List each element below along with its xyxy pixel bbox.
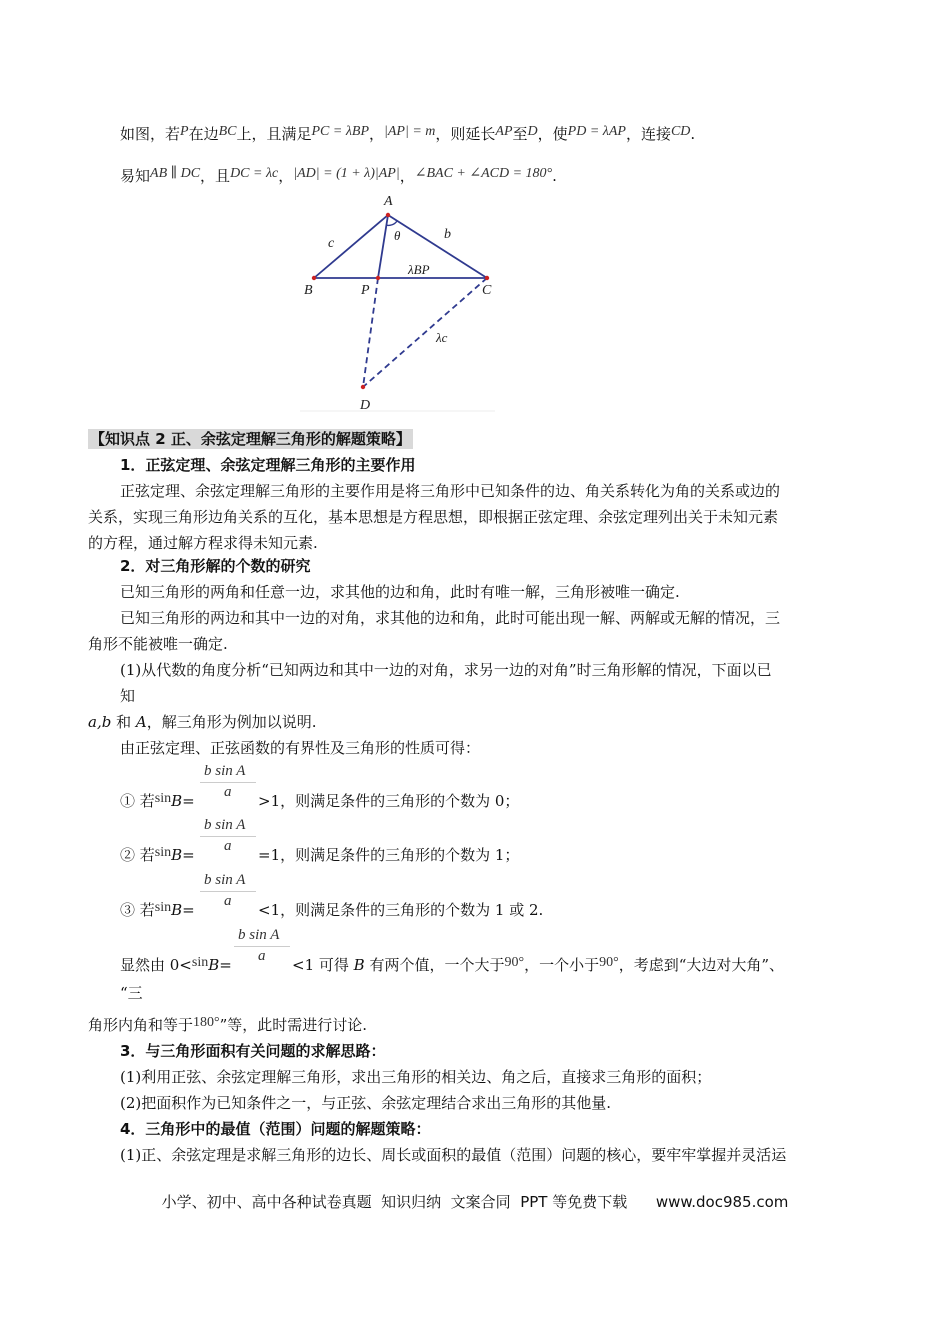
paragraph-3-line-2: 角形不能被唯一确定. xyxy=(88,635,228,653)
triangle-figure xyxy=(290,188,500,414)
text: 有两个值，一个大于 xyxy=(364,956,505,974)
intro-line-2 xyxy=(120,166,557,188)
label-d: D xyxy=(360,398,371,413)
footer-link[interactable]: 小学、初中、高中各种试卷真题 知识归纳 文案合同 PPT 等免费下载 www.doc985.com xyxy=(161,1193,789,1211)
text: ，考虑到“大边对大角”、 xyxy=(618,956,785,974)
paragraph-9: (1)正、余弦定理是求解三角形的边长、周长或面积的最值（范围）问题的核心，要牢牢掌握并灵活运 xyxy=(120,1146,787,1164)
paragraph-6-line-1a xyxy=(120,955,232,977)
text: ③ 若 xyxy=(120,901,155,919)
fraction-denominator: a xyxy=(224,893,232,909)
fraction-denominator: a xyxy=(258,948,266,964)
math-180-deg: 180° xyxy=(193,1015,220,1030)
label-c: C xyxy=(482,283,492,298)
label-b: B xyxy=(304,283,313,298)
math-pd-eq: PD = λAP xyxy=(567,124,626,139)
segment-cd xyxy=(363,278,487,387)
case-2-result: =1，则满足条件的三角形的个数为 1； xyxy=(258,846,520,864)
text: ② 若 xyxy=(120,846,155,864)
subheading-1: 1．正弦定理、余弦定理解三角形的主要作用 xyxy=(120,456,416,474)
math-A: A xyxy=(135,713,147,731)
side-ac xyxy=(388,215,487,278)
text: 如图，若 xyxy=(120,125,181,143)
text: = xyxy=(219,956,232,974)
math-dc-eq: DC = λc xyxy=(230,166,279,181)
paragraph-2: 已知三角形的两角和任意一边，求其他的边和角，此时有唯一解，三角形被唯一确定. xyxy=(120,583,680,601)
text: ① 若 xyxy=(120,792,155,810)
text: ，使 xyxy=(537,125,568,143)
text: ，连接 xyxy=(625,125,671,143)
case-3-result: <1，则满足条件的三角形的个数为 1 或 2. xyxy=(258,901,544,919)
math-D: D xyxy=(527,124,538,139)
text: 在边 xyxy=(188,125,219,143)
paragraph-6-line-3 xyxy=(88,1015,367,1037)
math-sin: sin xyxy=(154,845,172,860)
text: = xyxy=(182,901,195,919)
fraction-numerator: b sin A xyxy=(204,872,246,888)
label-lambda-c: λc xyxy=(436,330,448,345)
label-p: P xyxy=(361,283,370,298)
case-2-line xyxy=(120,845,195,867)
text: ，一个小于 xyxy=(524,956,600,974)
text: <1 可得 xyxy=(292,956,354,974)
math-pc-eq: PC = λBP xyxy=(311,124,370,139)
point-a xyxy=(386,213,390,217)
text: = xyxy=(182,846,195,864)
math-ab: a,b xyxy=(88,713,112,731)
paragraph-5: 由正弦定理、正弦函数的有界性及三角形的性质可得： xyxy=(120,739,481,757)
paragraph-4-line-2: 知 xyxy=(120,687,136,705)
fraction-denominator: a xyxy=(224,784,232,800)
math-P: P xyxy=(180,124,189,139)
paragraph-6-line-2: “三 xyxy=(120,984,143,1002)
subheading-4: 4．三角形中的最值（范围）问题的解题策略： xyxy=(120,1120,431,1138)
text: 上，且满足 xyxy=(236,125,312,143)
paragraph-8: (2)把面积作为已知条件之一，与正弦、余弦定理结合求出三角形的其他量. xyxy=(120,1094,612,1112)
paragraph-3-line-1: 已知三角形的两边和其中一边的对角，求其他的边和角，此时可能出现一解、两解或无解的情况，三 xyxy=(120,609,781,627)
text: = xyxy=(182,792,195,810)
text: . xyxy=(552,167,557,185)
fraction-bar xyxy=(200,891,256,892)
math-AP: AP xyxy=(495,124,513,139)
label-side-b: b xyxy=(444,227,451,242)
fraction-denominator: a xyxy=(224,838,232,854)
text: 显然由 0< xyxy=(120,956,192,974)
label-lambda-bp: λBP xyxy=(408,262,430,277)
case-1-line xyxy=(120,791,195,813)
label-a: A xyxy=(384,194,393,209)
paragraph-4-line-1: (1)从代数的角度分析“已知两边和其中一边的对角，求另一边的对角”时三角形解的情况，下面以已 xyxy=(120,661,772,679)
point-b xyxy=(312,276,316,280)
label-theta: θ xyxy=(394,228,401,243)
paragraph-1-line-2: 关系，实现三角形边角关系的互化，基本思想是方程思想，即根据正弦定理、余弦定理列出关于未知元素 xyxy=(88,508,779,526)
math-90-deg: 90° xyxy=(599,955,619,970)
section-heading: 【知识点 2 正、余弦定理解三角形的解题策略】 xyxy=(90,430,411,448)
point-p xyxy=(376,276,380,280)
side-ab xyxy=(314,215,388,278)
paragraph-1-line-1: 正弦定理、余弦定理解三角形的主要作用是将三角形中已知条件的边、角关系转化为角的关系或边的 xyxy=(120,482,781,500)
math-B: B xyxy=(171,846,183,864)
paragraph-4-line-3 xyxy=(88,712,317,732)
point-c xyxy=(485,276,489,280)
text: 易知 xyxy=(120,167,151,185)
math-B: B xyxy=(171,901,183,919)
math-ad-eq: |AD| = (1 + λ)|AP| xyxy=(293,166,400,181)
label-side-c: c xyxy=(328,236,335,251)
paragraph-1-line-3: 的方程，通过解方程求得未知元素. xyxy=(88,534,318,552)
text: 至 xyxy=(512,125,528,143)
math-sin: sin xyxy=(191,955,209,970)
text: 角形内角和等于 xyxy=(88,1016,194,1034)
math-B: B xyxy=(353,956,365,974)
text: . xyxy=(690,125,696,143)
fraction-bar xyxy=(200,782,256,783)
math-ab-parallel-dc: AB ∥ DC xyxy=(150,166,201,181)
math-ap-eq-m: |AP| = m xyxy=(384,124,436,139)
fraction-bar xyxy=(234,946,290,947)
case-3-line xyxy=(120,900,195,922)
fraction-numerator: b sin A xyxy=(204,763,246,779)
math-BC: BC xyxy=(218,124,237,139)
text: ， xyxy=(399,167,415,185)
text: ，且 xyxy=(200,167,231,185)
math-CD: CD xyxy=(670,124,691,139)
text: ”等，此时需进行讨论. xyxy=(219,1016,368,1034)
text: ，解三角形为例加以说明. xyxy=(146,713,317,731)
math-angle-sum: ∠BAC + ∠ACD = 180° xyxy=(414,166,553,181)
case-1-result: >1，则满足条件的三角形的个数为 0； xyxy=(258,792,520,810)
subheading-2: 2．对三角形解的个数的研究 xyxy=(120,557,311,575)
text: ， xyxy=(278,167,294,185)
text: 和 xyxy=(111,713,136,731)
math-sin: sin xyxy=(154,791,172,806)
paragraph-7: (1)利用正弦、余弦定理解三角形，求出三角形的相关边、角之后，直接求三角形的面积； xyxy=(120,1068,712,1086)
point-d xyxy=(361,385,365,389)
math-B: B xyxy=(208,956,220,974)
subheading-3: 3．与三角形面积有关问题的求解思路： xyxy=(120,1042,386,1060)
fraction-numerator: b sin A xyxy=(238,927,280,943)
math-sin: sin xyxy=(154,900,172,915)
text: ， xyxy=(369,125,385,143)
fraction-bar xyxy=(200,836,256,837)
intro-line-1 xyxy=(120,124,695,146)
math-B: B xyxy=(171,792,183,810)
footer xyxy=(0,1191,950,1212)
paragraph-6-line-1b xyxy=(292,955,784,977)
text: ，则延长 xyxy=(435,125,496,143)
fraction-numerator: b sin A xyxy=(204,817,246,833)
math-90-deg: 90° xyxy=(504,955,525,970)
